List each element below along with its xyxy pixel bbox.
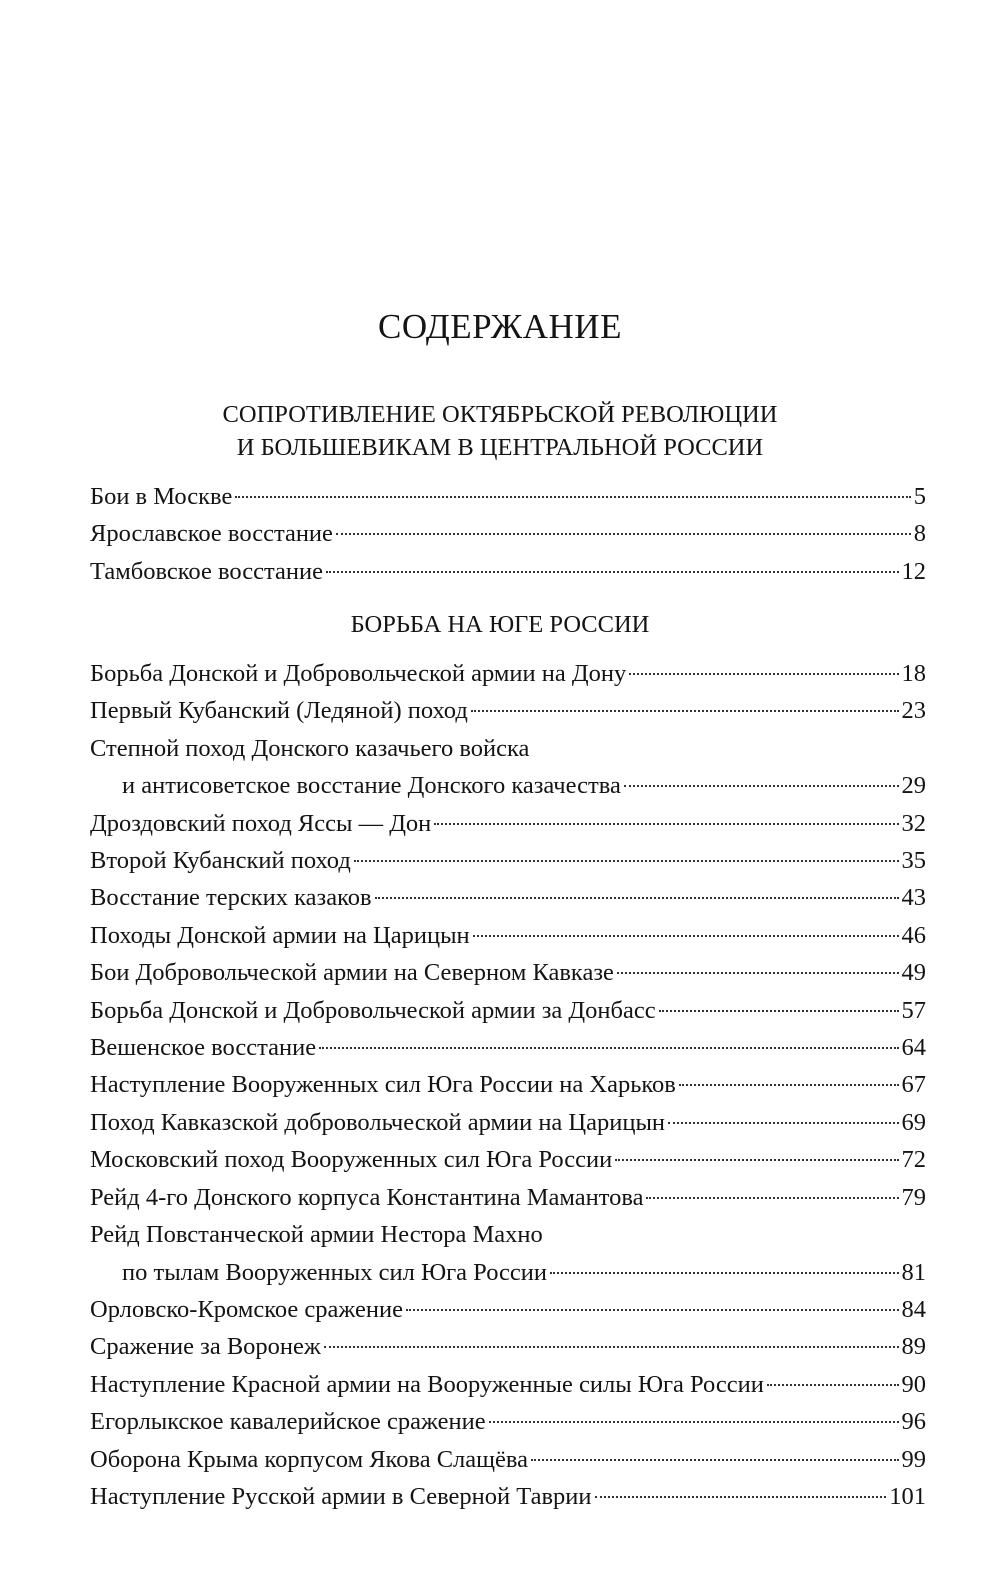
toc-entry-page: 5 — [913, 483, 926, 510]
dot-leader — [679, 1084, 899, 1086]
toc-entry-title: Наступление Русской армии в Северной Таврии — [90, 1482, 592, 1510]
toc-entry-page: 90 — [901, 1370, 926, 1398]
toc-entry[interactable] — [90, 1328, 926, 1365]
toc-entry-title: Оборона Крыма корпусом Якова Слащёва — [90, 1445, 529, 1473]
toc-entry-title: Дроздовский поход Яссы — Дон — [90, 809, 432, 837]
toc-entry-title-line1: Рейд Повстанческой армии Нестора Махно — [90, 1221, 543, 1249]
toc-entry-title: Ярославское восстание — [90, 520, 333, 548]
toc-entry[interactable] — [90, 1441, 926, 1478]
toc-entry-page: 72 — [901, 1146, 926, 1174]
toc-entry-page: 46 — [901, 921, 926, 949]
toc-entry[interactable] — [90, 692, 926, 729]
toc-entry-title: Борьба Донской и Добровольческой армии за Донбасс — [90, 996, 656, 1024]
section-heading-line: СОПРОТИВЛЕНИЕ ОКТЯБРЬСКОЙ РЕВОЛЮЦИИ — [222, 401, 778, 428]
toc-entry-page: 29 — [901, 772, 926, 800]
toc-entry-title: Наступление Красной армии на Вооруженные силы Юга России — [90, 1370, 764, 1398]
toc-entry-title: Бои Добровольческой армии на Северном Кавказе — [90, 959, 614, 987]
dot-leader — [629, 673, 898, 675]
toc-entry[interactable] — [90, 1366, 926, 1403]
toc-entry[interactable] — [90, 478, 926, 515]
toc-entry-page: 79 — [901, 1183, 926, 1211]
toc-entry-title: Второй Кубанский поход — [90, 847, 351, 875]
dot-leader — [531, 1459, 898, 1461]
toc-entry-title: Рейд 4-го Донского корпуса Константина Мамантова — [90, 1183, 644, 1211]
toc-entry[interactable] — [90, 805, 926, 842]
toc-entry[interactable] — [90, 1403, 926, 1440]
toc-list — [90, 655, 926, 1515]
dot-leader — [646, 1197, 898, 1199]
toc-entry-title: Борьба Донской и Добровольческой армии на Дону — [90, 660, 627, 687]
dot-leader — [767, 1384, 899, 1386]
toc-entry-title: Московский поход Вооруженных сил Юга России — [90, 1146, 613, 1174]
toc-entry[interactable] — [90, 879, 926, 916]
section-heading — [0, 398, 1000, 464]
toc-entry[interactable] — [90, 1216, 926, 1291]
toc-entry[interactable] — [90, 655, 926, 692]
toc-entry-page: 96 — [901, 1408, 926, 1436]
toc-entry-title-line1: Степной поход Донского казачьего войска — [90, 734, 530, 762]
toc-entry-page: 35 — [901, 847, 926, 875]
dot-leader — [336, 533, 911, 535]
toc-entry-page: 84 — [901, 1295, 926, 1323]
toc-entry-page: 49 — [901, 959, 926, 987]
toc-entry-title: Сражение за Воронеж — [90, 1333, 321, 1361]
toc-entry-title: Походы Донской армии на Царицын — [90, 921, 470, 949]
dot-leader — [471, 710, 899, 712]
dot-leader — [235, 496, 910, 498]
toc-entry-page: 8 — [913, 520, 926, 548]
toc-entry[interactable] — [90, 917, 926, 954]
toc-entry[interactable] — [90, 954, 926, 991]
toc-entry-title: Наступление Вооруженных сил Юга России на Харьков — [90, 1071, 676, 1099]
dot-leader — [659, 1010, 899, 1012]
toc-entry-title: Бои в Москве — [90, 483, 233, 510]
toc-entry-page: 32 — [901, 809, 926, 837]
toc-entry-page: 43 — [901, 884, 926, 912]
toc-entry[interactable] — [90, 1029, 926, 1066]
toc-entry[interactable] — [90, 515, 926, 552]
page-title: СОДЕРЖАНИЕ — [378, 307, 622, 346]
toc-entry[interactable] — [90, 1179, 926, 1216]
dot-leader — [489, 1421, 899, 1423]
dot-leader — [624, 785, 899, 787]
toc-entry-title: Тамбовское восстание — [90, 557, 323, 585]
toc-entry-title: Поход Кавказской добровольческой армии на Царицын — [90, 1108, 666, 1136]
dot-leader — [434, 823, 898, 825]
section-heading-line: И БОЛЬШЕВИКАМ В ЦЕНТРАЛЬНОЙ РОССИИ — [236, 434, 764, 461]
toc-entry-page: 67 — [901, 1071, 926, 1099]
toc-entry-page: 18 — [901, 660, 926, 687]
toc-entry-page: 12 — [901, 557, 926, 585]
dot-leader — [406, 1309, 899, 1311]
toc-entry-title-line2: по тылам Вооруженных сил Юга России — [122, 1258, 548, 1286]
toc-entry-page: 23 — [901, 697, 926, 725]
toc-entry-title-line2: и антисоветское восстание Донского казачества — [122, 772, 621, 800]
dot-leader — [617, 972, 899, 974]
section-heading-line: БОРЬБА НА ЮГЕ РОССИИ — [350, 611, 650, 638]
toc-entry[interactable] — [90, 1104, 926, 1141]
toc-entry[interactable] — [90, 1478, 926, 1515]
toc-entry-page: 99 — [901, 1445, 926, 1473]
dot-leader — [326, 571, 899, 573]
dot-leader — [324, 1346, 899, 1348]
toc-entry-title: Вешенское восстание — [90, 1034, 317, 1062]
dot-leader — [668, 1122, 898, 1124]
toc-entry-page: 69 — [901, 1108, 926, 1136]
toc-entry-page: 81 — [901, 1258, 926, 1286]
toc-entry[interactable] — [90, 1066, 926, 1103]
dot-leader — [615, 1159, 898, 1161]
toc-entry-title: Первый Кубанский (Ледяной) поход — [90, 697, 468, 725]
dot-leader — [595, 1496, 887, 1498]
toc-entry-page: 57 — [901, 996, 926, 1024]
dot-leader — [375, 897, 899, 899]
toc-entry-page: 101 — [889, 1482, 926, 1510]
toc-entry[interactable] — [90, 992, 926, 1029]
section-heading — [0, 608, 1000, 641]
toc-list — [90, 478, 926, 590]
toc-entry-page: 64 — [901, 1034, 926, 1062]
toc-entry[interactable] — [90, 553, 926, 590]
dot-leader — [473, 935, 899, 937]
toc-entry-page: 89 — [901, 1333, 926, 1361]
toc-entry[interactable] — [90, 1141, 926, 1178]
toc-entry-title: Орловско-Кромское сражение — [90, 1295, 403, 1323]
toc-entry-title: Егорлыкское кавалерийское сражение — [90, 1408, 486, 1436]
dot-leader — [354, 860, 899, 862]
toc-entry-title: Восстание терских казаков — [90, 884, 372, 912]
dot-leader — [550, 1272, 898, 1274]
toc-entry[interactable] — [90, 842, 926, 879]
dot-leader — [319, 1047, 898, 1049]
toc-entry[interactable] — [90, 730, 926, 805]
toc-entry[interactable] — [90, 1291, 926, 1328]
